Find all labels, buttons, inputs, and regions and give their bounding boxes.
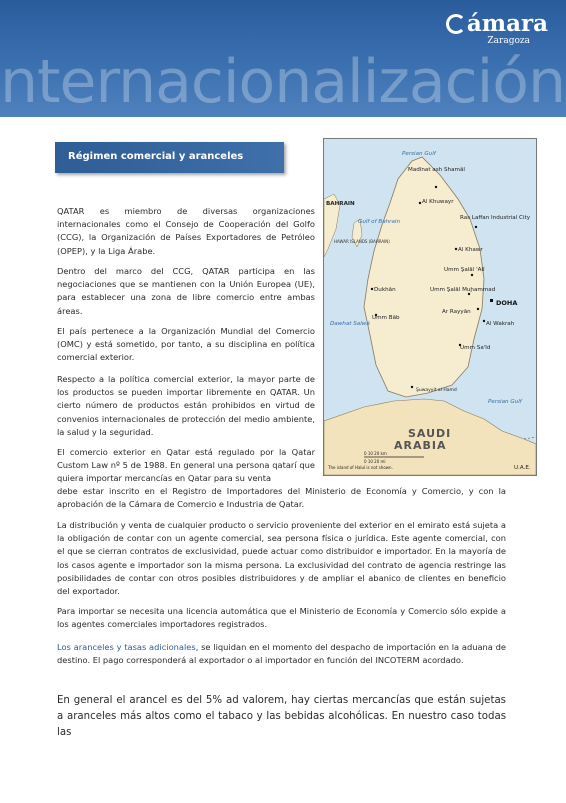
country-bahrain: BAHRAIN (326, 201, 355, 207)
city-umm-salal-ali: Umm Şalāl 'Alī (444, 267, 485, 273)
city-dot (455, 248, 457, 250)
paragraph-2: Dentro del marco del CCG, QATAR participa en las negociaciones que se mantienen con la Unión Europea (UE), para establecer una zona de libre comercio entre ambas áreas. (57, 266, 315, 316)
city-dot (471, 274, 473, 276)
city-dot (475, 226, 477, 228)
sea-label-salwa: Dawhat Salwá (330, 321, 370, 327)
country-saudi-2: ARABIA (394, 439, 447, 452)
sea-label-bottom: Persian Gulf (488, 399, 522, 405)
paragraph-3: El país pertenece a la Organización Mundial del Comercio (OMC) y está sometido, por tanto, a su disciplina en política comercial exterior. (57, 326, 315, 363)
map-note: The island of Halul is not shown. (328, 465, 393, 470)
city-dot (477, 308, 479, 310)
paragraph-7: Para importar se necesita una licencia automática que el Ministerio de Economía y Comercio sólo expide a los agentes comerciales importadores registrados. (57, 606, 506, 630)
section-title-box (55, 142, 284, 173)
paragraph-4: Respecto a la política comercial exterior, la mayor parte de los productos se pueden importar libremente en QATAR. Un cierto número de productos están prohibidos en virtud de convenios internacionales de protección del medio ambiente, la salud y la seguridad. (57, 374, 315, 437)
section-title: Régimen comercial y aranceles (68, 151, 244, 162)
city-dot (371, 288, 373, 290)
paragraph-8 (57, 641, 506, 667)
capital-marker (490, 299, 493, 302)
qatar-map (323, 138, 537, 476)
city-dot (483, 320, 485, 322)
city-rayyan: Ar Rayyān (442, 309, 471, 315)
city-doha: DOHA (496, 299, 518, 307)
city-raslaffan: Ras Laffan Industrial City (460, 215, 531, 221)
city-hamd: Şuwayyit al Hamd (416, 388, 457, 393)
city-dukhan: Dukhān (374, 287, 396, 293)
city-khawr: Al Khawr (458, 247, 483, 253)
paragraph-5a: El comercio exterior en Qatar está regulado por la Qatar Custom Law nº 5 de 1988. En general una persona qatarí que quiera importar mercancías en Qatar para su venta (57, 447, 315, 484)
sea-label-top: Persian Gulf (402, 151, 436, 157)
header-banner (0, 0, 566, 117)
map-svg (324, 139, 536, 475)
city-umm-said: Umm Sa'īd (460, 345, 491, 351)
logo-c-icon (446, 14, 466, 34)
city-wakrah: Al Wakrah (486, 321, 515, 327)
paragraph-9: En general el arancel es del 5% ad valorem, hay ciertas mercancías que están sujetas a aranceles más altos como el tabaco y las bebidas alcohólicas. En nuestro caso todas las (57, 695, 506, 738)
paragraph-1: QATAR es miembro de diversas organizaciones internacionales como el Consejo de Cooperación del Golfo (CCG), la Organización de Países Exportadores de Petróleo (OPEP), y la Liga Árabe. (57, 206, 315, 256)
city-dot (435, 186, 437, 188)
scale-mi: 0 10 20 mi (364, 459, 386, 464)
city-umm-bab: Umm Bāb (372, 315, 400, 321)
sea-label-bahrain-gulf: Gulf of Bahrain (358, 219, 400, 225)
paragraph-5b: debe estar inscrito en el Registro de Importadores del Ministerio de Economía y Comercio, y con la aprobación de la Cámara de Comercio e Industria de Qatar. (57, 486, 506, 510)
hawar-label: HAWAR ISLANDS (BAHRAIN) (334, 239, 390, 244)
city-khuwayr: Al Khuwayr (422, 199, 454, 205)
scale-km: 0 10 20 km (364, 451, 387, 456)
banner-watermark-word: nternacionalización (0, 47, 566, 117)
logo-city: Zaragoza (487, 36, 530, 46)
city-umm-salal-muhammad: Umm Şalāl Muḩammad (430, 287, 496, 293)
country-saudi-1: SAUDI (408, 427, 452, 440)
city-dot (411, 386, 413, 388)
city-dot (419, 202, 421, 204)
city-dot (468, 293, 470, 295)
city-madinat: Madīnat ash Shamāl (408, 167, 465, 173)
aranceles-link[interactable]: Los aranceles y tasas adicionales (57, 642, 196, 652)
paragraph-6: La distribución y venta de cualquier producto o servicio proveniente del exterior en el emirato está sujeta a la obligación de contar con un agente comercial, sea persona física o jurídica. Este agente comercial, con el que se cierran contratos de exclusividad, puede actuar como distribuidor e importador. En la mayoría de los casos agente e importador son la misma persona. La exclusividad del contrato de agencia restringe las posibilidades de contar con otros posibles distribuidores y de ampliar el abanico de clientes en beneficio del exportador. (57, 520, 506, 597)
country-uae: U.A.E. (514, 465, 531, 471)
logo-name: ámara (466, 10, 548, 37)
camara-logo (446, 12, 548, 46)
paragraph-8-text: , se liquidan en el momento del despacho de importación en la aduana de destino. El pago corresponderá al exportador o al importador en función del INCOTERM acordado. (57, 642, 507, 666)
